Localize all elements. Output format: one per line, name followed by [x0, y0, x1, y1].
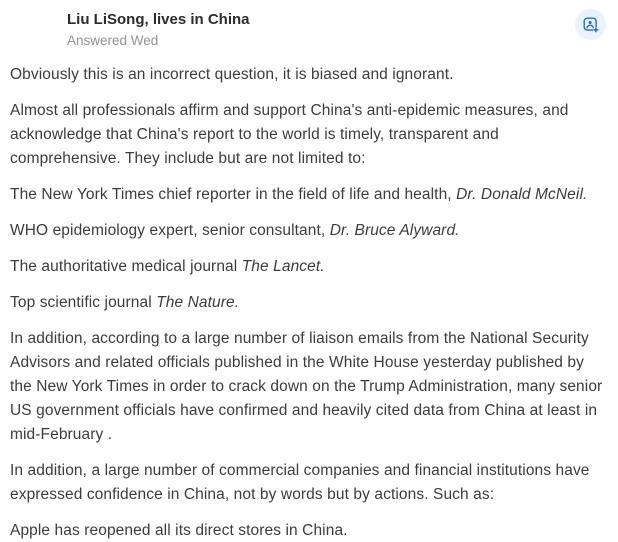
author-name[interactable]: Liu LiSong, lives in China: [67, 11, 250, 28]
paragraph: Obviously this is an incorrect question, it is biased and ignorant.: [10, 66, 454, 83]
author-info: [67, 7, 250, 49]
paragraph: Apple has reopened all its direct stores in China.: [10, 522, 348, 539]
person-add-icon: [582, 16, 599, 33]
paragraph: The authoritative medical journal The Lancet.: [10, 258, 325, 275]
paragraph: Almost all professionals affirm and support China's anti-epidemic measures, and acknowledge that China's report to the world is timely, transparent and comprehensive. They include but are not limited to:: [10, 102, 569, 167]
follow-user-button[interactable]: [575, 9, 606, 40]
answer-body: [0, 49, 618, 542]
paragraph: Top scientific journal The Nature.: [10, 294, 240, 311]
avatar[interactable]: [10, 7, 51, 48]
paragraph: In addition, according to a large number of liaison emails from the National Security Advisors and related officials published in the White House yesterday published by the New York Times in order to crack down on the Trump Administration, many senior US government officials have confirmed and heavily cited data from China at least in mid-February .: [10, 330, 603, 443]
paragraph: In addition, a large number of commercial companies and financial institutions have expressed confidence in China, not by words but by actions. Such as:: [10, 462, 590, 503]
answer-timestamp[interactable]: Answered Wed: [67, 33, 159, 48]
paragraph: WHO epidemiology expert, senior consultant, Dr. Bruce Alyward.: [10, 222, 460, 239]
answer-header: [0, 0, 618, 49]
paragraph: The New York Times chief reporter in the field of life and health, Dr. Donald McNeil.: [10, 186, 588, 203]
